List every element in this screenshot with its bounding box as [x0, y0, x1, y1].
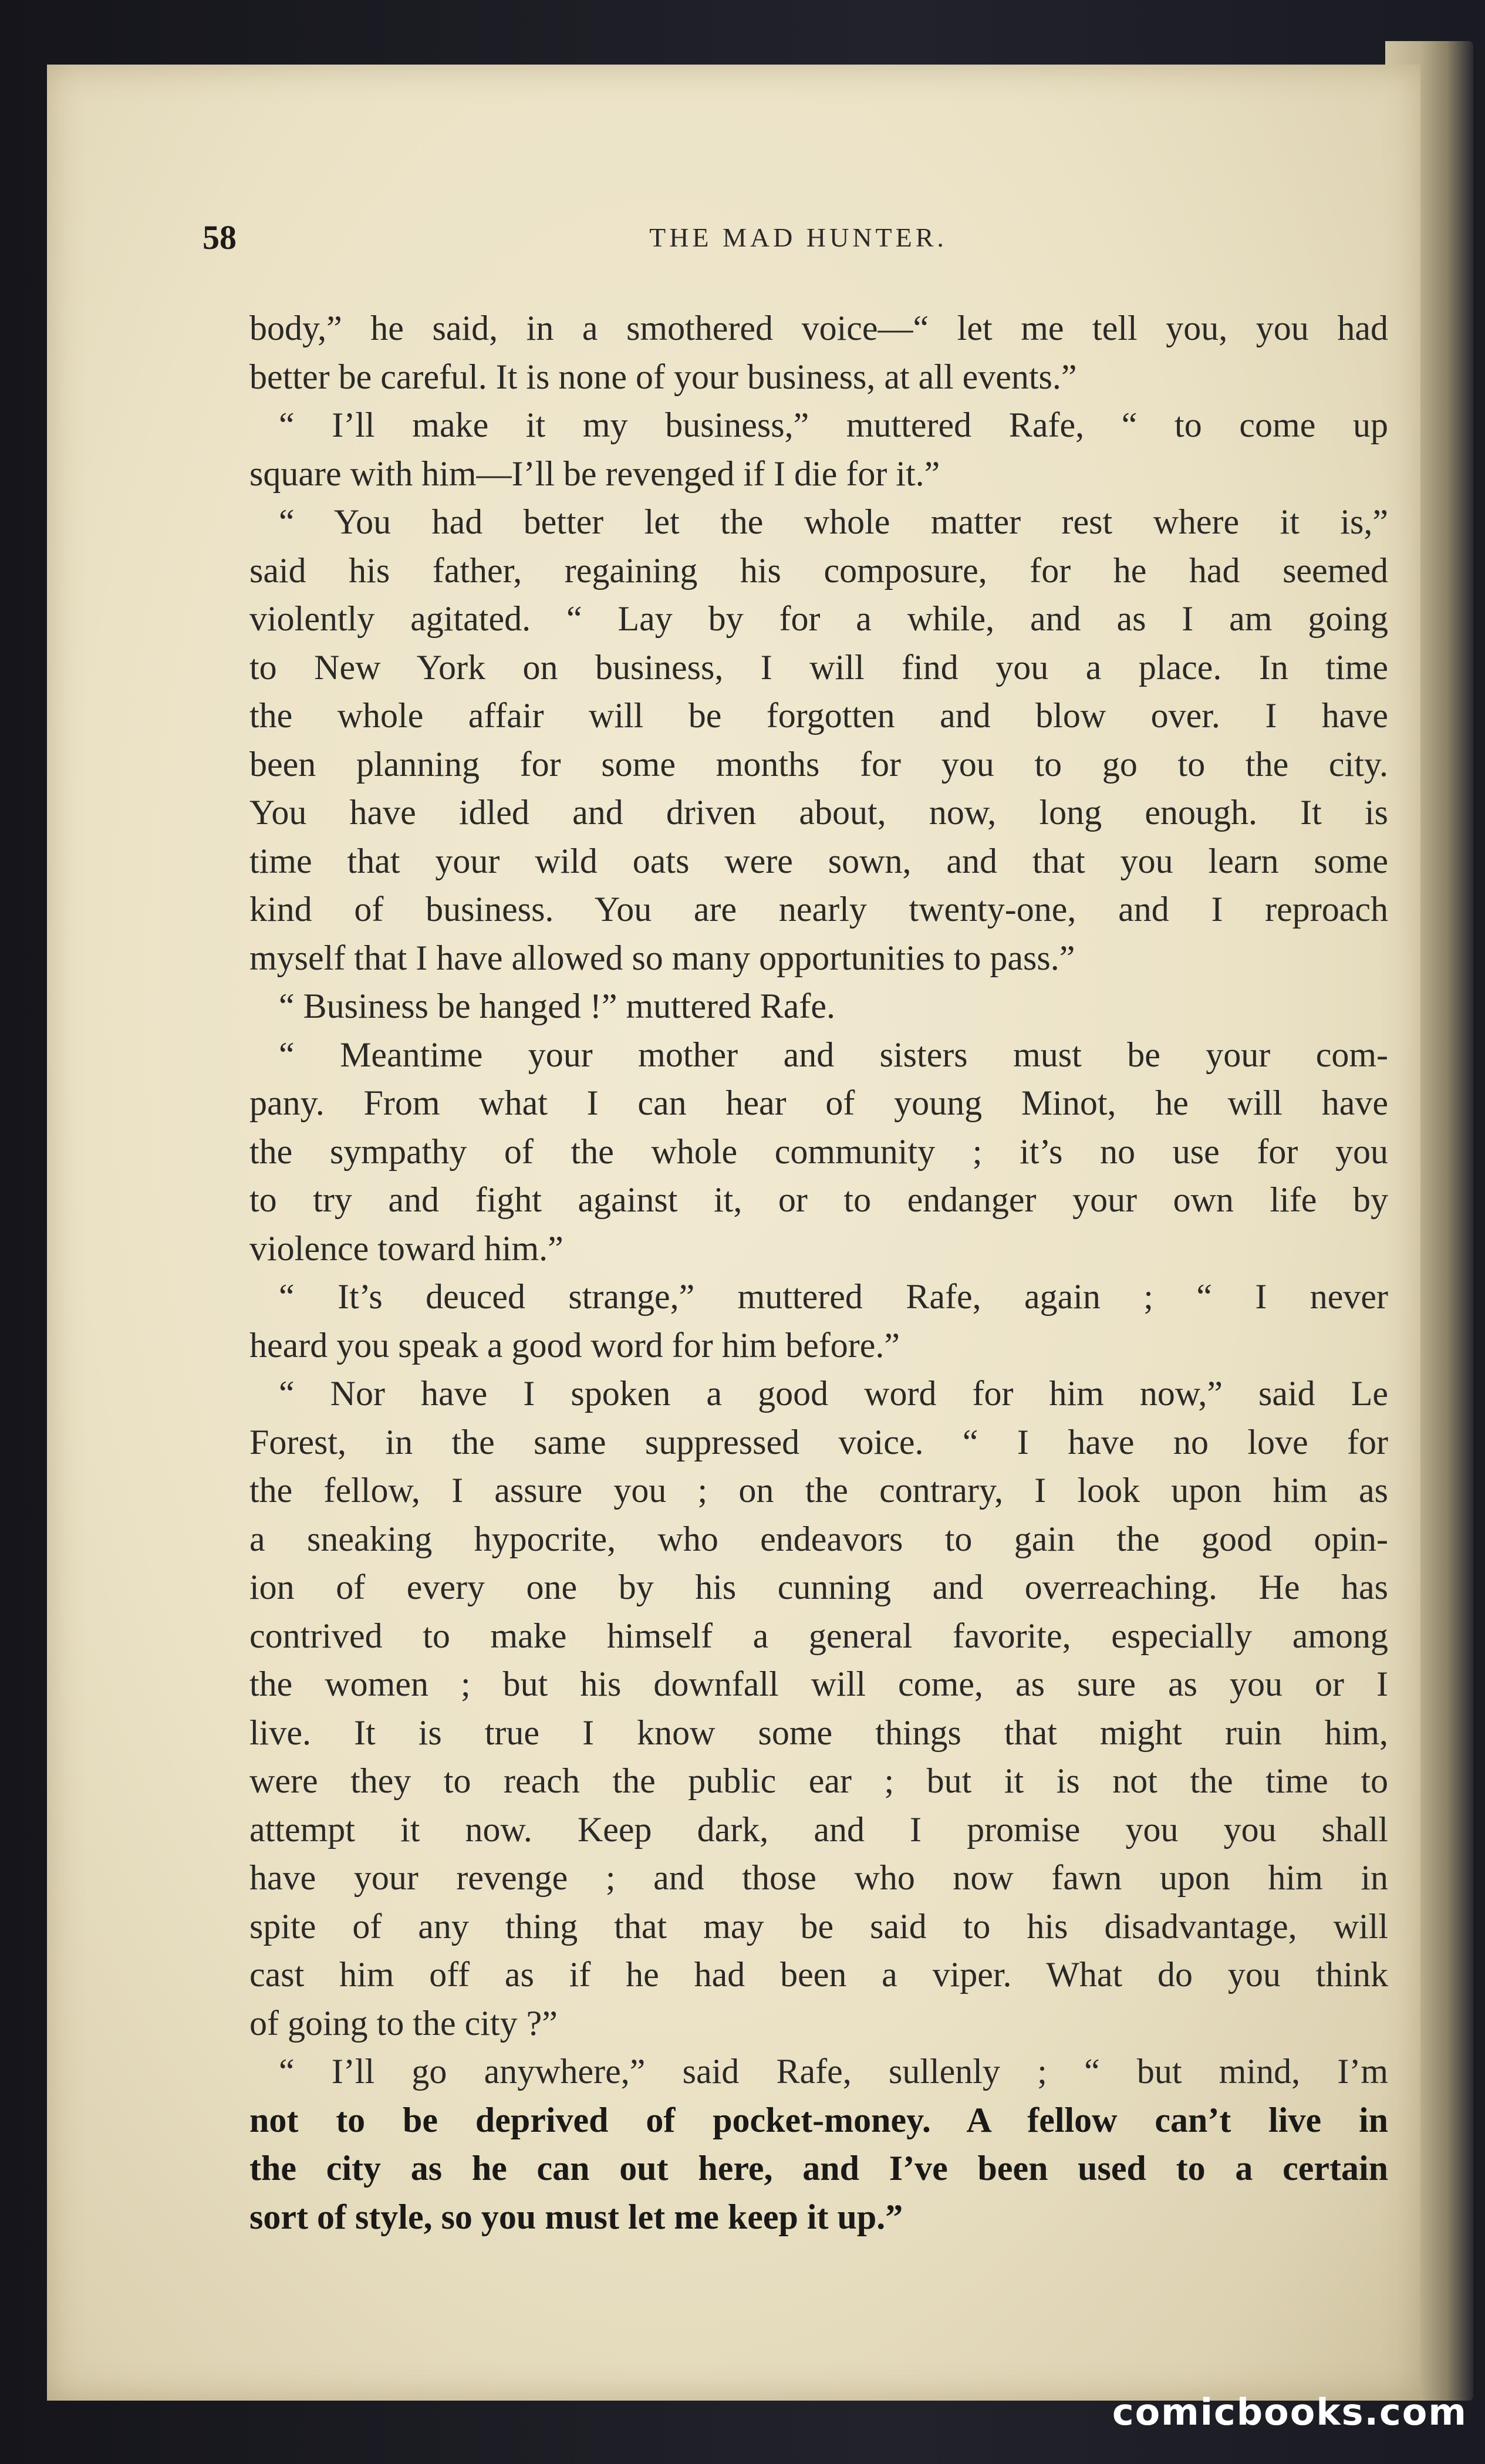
running-title: THE MAD HUNTER. [649, 222, 947, 252]
text-line: live. It is true I know some things that might ruin him, [249, 1713, 1388, 1752]
page-header [203, 217, 1394, 258]
body-text [249, 304, 1388, 2241]
text-line: spite of any thing that may be said to his disadvantage, will [249, 1906, 1388, 1946]
text-line: not to be deprived of pocket-money. A fellow can’t live in [249, 2100, 1388, 2139]
text-line: myself that I have allowed so many opportunities to pass.” [249, 938, 1075, 977]
text-line: “ I’ll make it my business,” muttered Rafe, “ to come up [279, 406, 1388, 444]
text-line: ion of every one by his cunning and overreaching. He has [249, 1568, 1388, 1606]
page-number: 58 [203, 218, 237, 256]
text-line: body,” he said, in a smothered voice—“ let me tell you, you had [249, 309, 1388, 347]
text-line: violence toward him.” [249, 1228, 563, 1268]
text-line: been planning for some months for you to go to the city. [249, 744, 1388, 784]
text-line: “ It’s deuced strange,” muttered Rafe, again ; “ I never [279, 1277, 1388, 1316]
text-line: “ Business be hanged !” muttered Rafe. [279, 987, 836, 1025]
text-line: Forest, in the same suppressed voice. “ I have no love for [249, 1422, 1388, 1461]
text-line: “ Nor have I spoken a good word for him now,” said Le [279, 1374, 1388, 1413]
text-line: pany. From what I can hear of young Minot, he will have [249, 1084, 1388, 1122]
text-line: the whole affair will be forgotten and blow over. I have [249, 696, 1388, 735]
text-line: the sympathy of the whole community ; it’s no use for you [249, 1132, 1388, 1171]
text-line: a sneaking hypocrite, who endeavors to gain the good opin- [249, 1519, 1388, 1558]
text-line: said his father, regaining his composure, for he had seemed [249, 551, 1388, 590]
text-line: have your revenge ; and those who now fawn upon him in [249, 1858, 1388, 1897]
text-line: “ You had better let the whole matter rest where it is,” [279, 502, 1388, 541]
text-line: sort of style, so you must let me keep it up.” [249, 2197, 903, 2236]
text-line: time that your wild oats were sown, and that you learn some [249, 841, 1388, 880]
text-line: were they to reach the public ear ; but it is not the time to [249, 1761, 1388, 1800]
text-line: better be careful. It is none of your business, at all events.” [249, 357, 1077, 396]
text-line: “ Meantime your mother and sisters must be your com- [279, 1035, 1388, 1074]
text-line: square with him—I’ll be revenged if I die for it.” [249, 454, 940, 493]
text-line: to New York on business, I will find you a place. In time [249, 647, 1388, 687]
text-line: attempt it now. Keep dark, and I promise you you shall [249, 1810, 1388, 1849]
watermark-logo: comicbooks.com [1112, 2391, 1467, 2433]
text-line: contrived to make himself a general favorite, especially among [249, 1616, 1388, 1655]
text-line: violently agitated. “ Lay by for a while, and as I am going [249, 599, 1388, 638]
text-line: You have idled and driven about, now, long enough. It is [249, 793, 1388, 832]
text-line: to try and fight against it, or to endanger your own life by [249, 1180, 1388, 1219]
text-line: the city as he can out here, and I’ve been used to a certain [249, 2149, 1388, 2188]
text-line: kind of business. You are nearly twenty-one, and I reproach [249, 890, 1388, 929]
text-line: the women ; but his downfall will come, as sure as you or I [249, 1665, 1388, 1703]
text-line: heard you speak a good word for him before.” [249, 1325, 900, 1365]
text-line: the fellow, I assure you ; on the contrary, I look upon him as [249, 1471, 1388, 1510]
text-line: “ I’ll go anywhere,” said Rafe, sullenly ; “ but mind, I’m [279, 2052, 1388, 2091]
text-line: of going to the city ?” [249, 2003, 558, 2043]
text-line: cast him off as if he had been a viper. What do you think [249, 1955, 1388, 1994]
